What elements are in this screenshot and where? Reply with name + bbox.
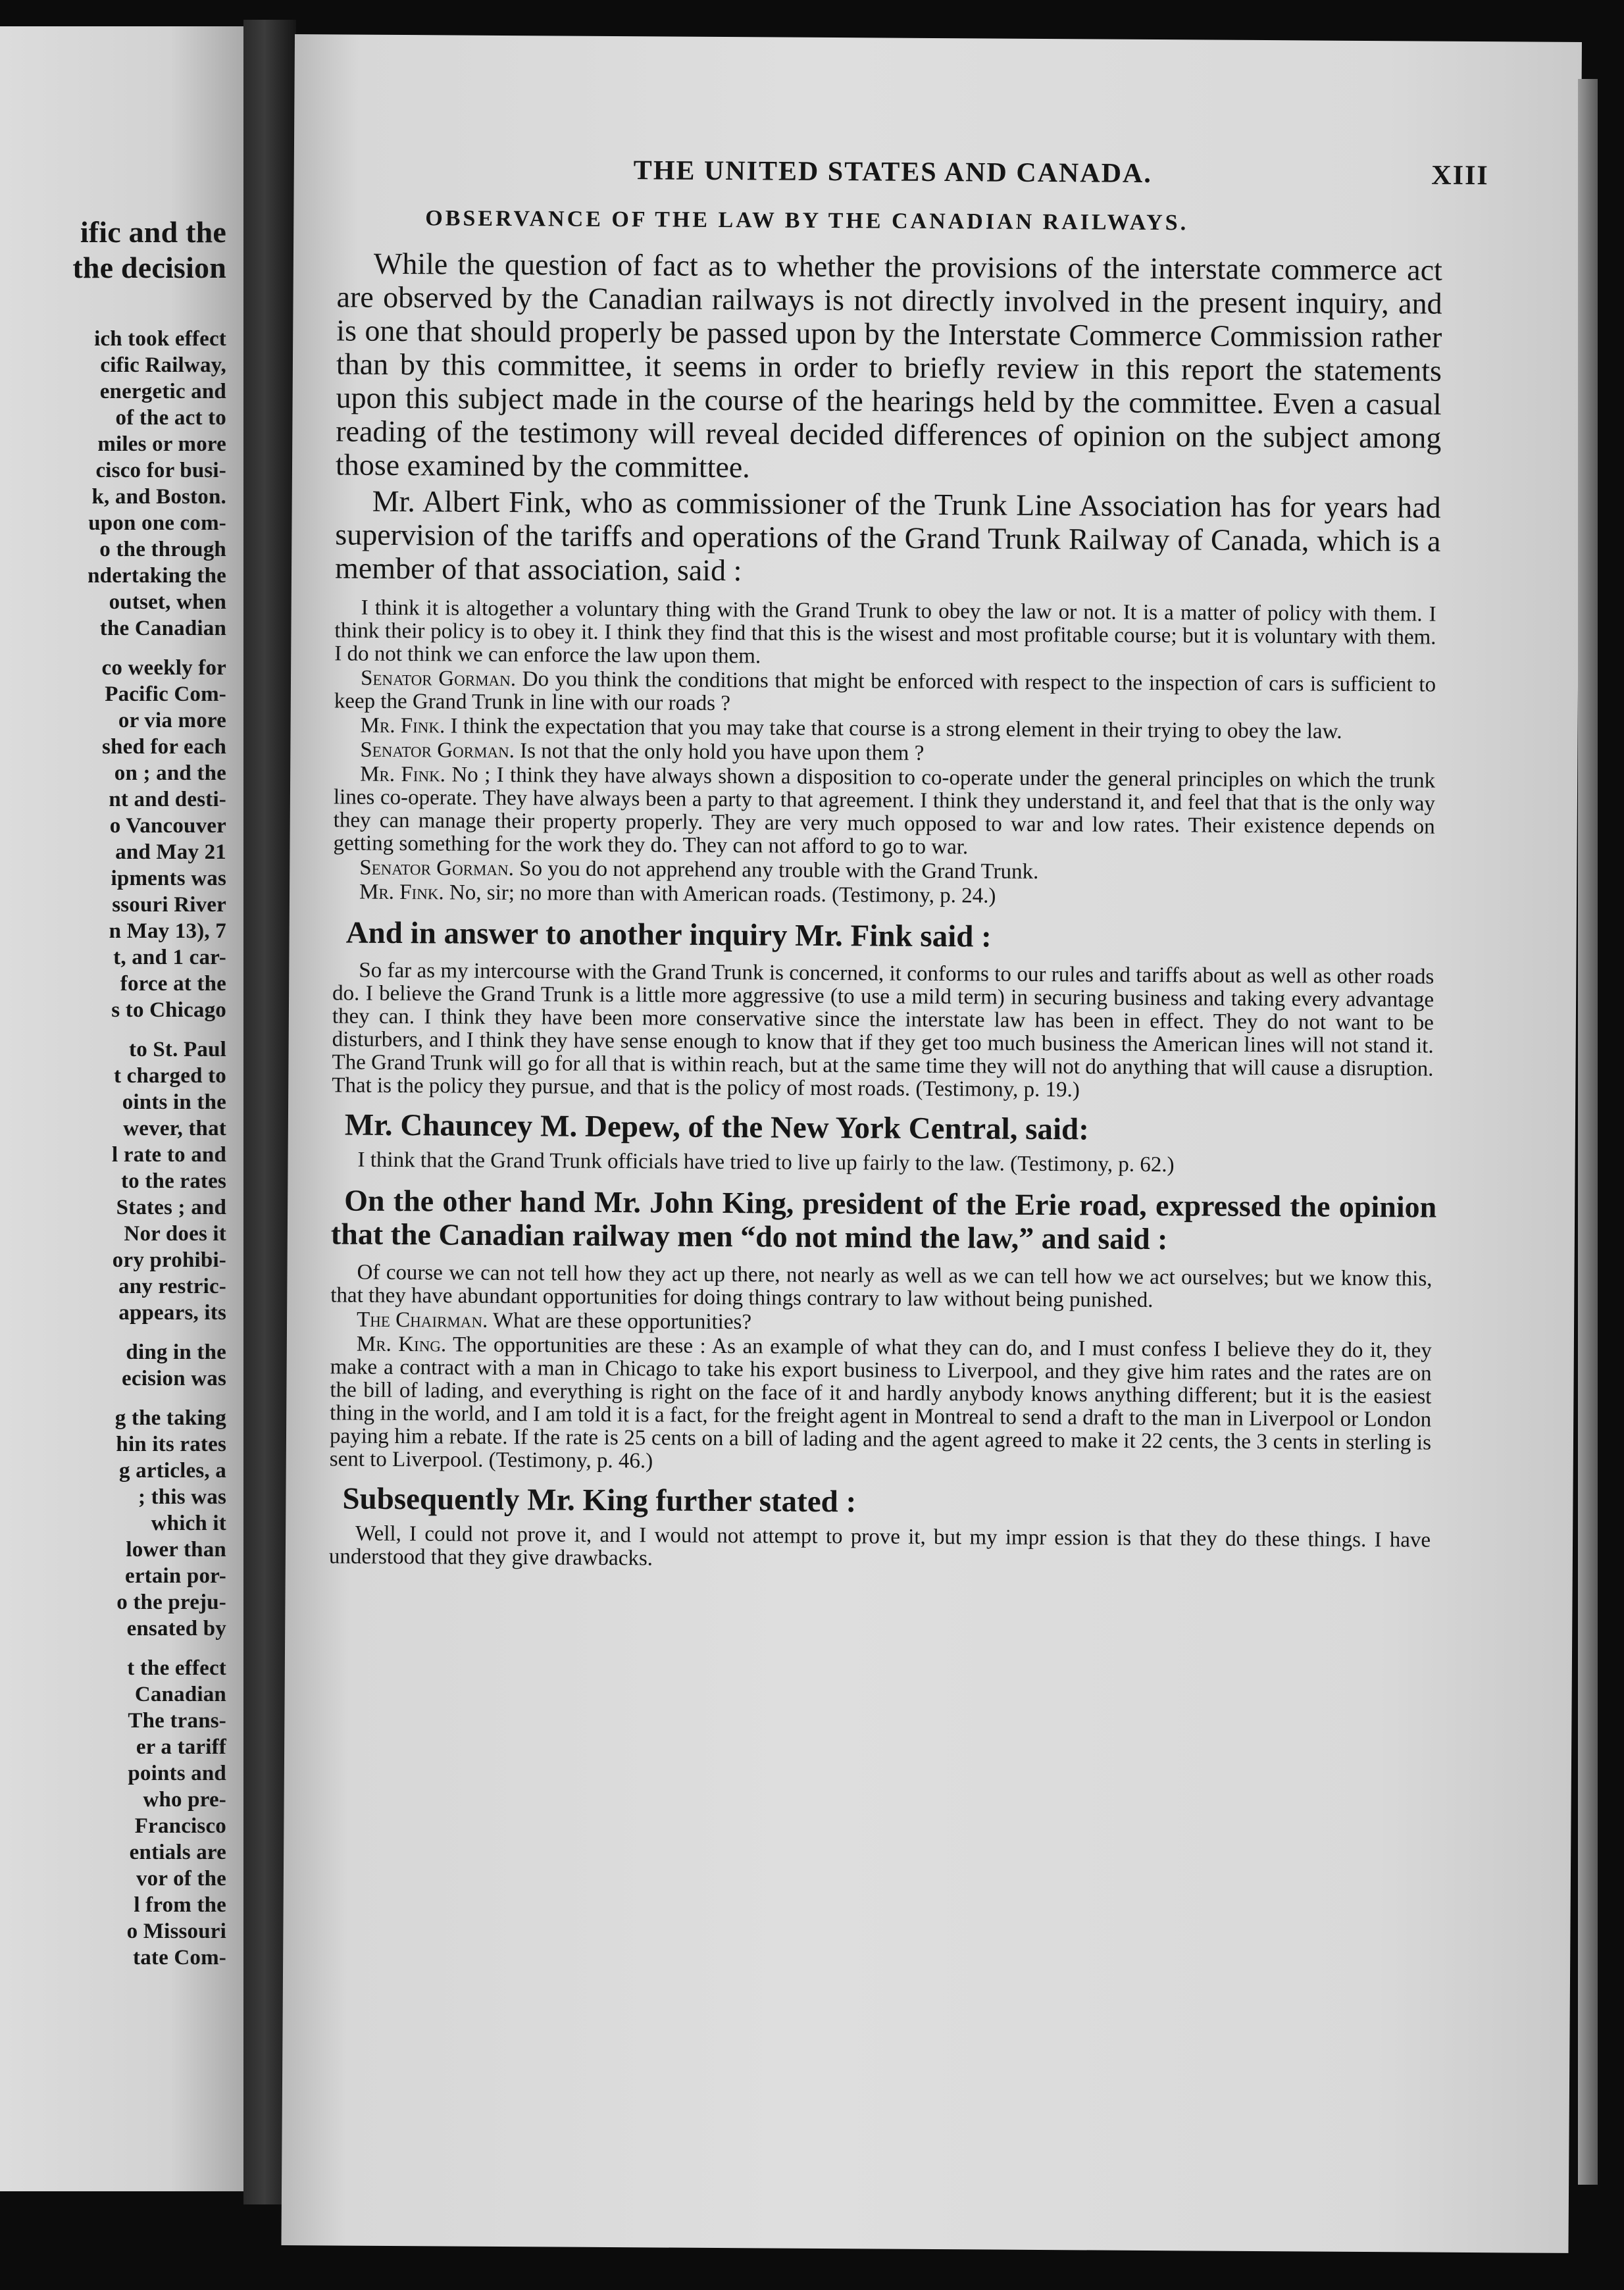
left-column-line: of the act to: [115, 406, 226, 430]
quote-paragraph: So far as my intercourse with the Grand Trunk is concerned, it conforms to our rules and tariffs about as well as other roads do. I believe the Grand Trunk is a little more aggressive (to use a mild term) in securing business and taking every advantage they can. I think they have been more conservative since the interstate law has been in effect. They do not want to be disturbers, and I think they have sense enough to know that if they get too much business the American lines will not stand it. The Grand Trunk will go for all that is within reach, but at the same time they will not do anything that will cause a disruption. That is the policy they pursue, and that is the policy of most roads. (Testimony, p. 19.): [332, 958, 1434, 1102]
quote-text: The opportunities are these : As an example of what they can do, and I must confess I believe they do it, they make a contract with a man in Chicago to take his export business to Liverpool, and they give him rates and the rates are on the bill of lading, and everything is right on the face of it and hardly anybody knows anything different; but it is the easiest thing in the world, and I am told it is a fact, for the freight agent in Montreal to send a draft to the man in Liverpool or London paying him a rebate. If the rate is 25 cents on a bill of lading and the agent agreed to make it 22 cents, the 3 cents in sterling is sent to Liverpool. (Testimony, p. 46.): [329, 1333, 1432, 1473]
left-column-line: s to Chicago: [111, 998, 226, 1022]
left-column-line: ndertaking the: [88, 564, 226, 588]
left-column-line: hin its rates: [116, 1433, 226, 1456]
left-column-line: ipments was: [111, 867, 226, 890]
left-column-line: o Missouri: [126, 1920, 226, 1943]
left-column-line: ding in the: [126, 1340, 226, 1364]
left-column-line: vor of the: [136, 1867, 226, 1891]
left-column-line: ; this was: [138, 1485, 226, 1509]
left-column-line: cific Railway,: [100, 353, 226, 377]
left-column-line: Francisco: [134, 1814, 226, 1838]
section-title: OBSERVANCE OF THE LAW BY THE CANADIAN RAILWAYS.: [425, 206, 1189, 236]
quote-paragraph: I think that the Grand Trunk officials have tried to live up fairly to the law. (Testimony, p. 62.): [357, 1148, 1175, 1177]
quote-paragraph: [330, 1333, 1432, 1477]
left-column-line: lower than: [126, 1538, 226, 1562]
left-column-line: k, and Boston.: [91, 485, 226, 509]
left-column-line: oints in the: [122, 1090, 226, 1114]
left-column-line: ssouri River: [112, 893, 226, 917]
left-column-line: any restric-: [118, 1275, 226, 1298]
speaker-name: Senator Gorman.: [360, 738, 515, 763]
speaker-name: Mr. Fink.: [360, 713, 445, 738]
left-column-line: and May 21: [115, 840, 226, 864]
quote-paragraph: Well, I could not prove it, and I would not attempt to prove it, but my impr ession is that they do these things. I have understood that they give drawbacks.: [328, 1521, 1431, 1571]
left-column-line: Nor does it: [124, 1222, 226, 1246]
left-column-line: o the preju-: [116, 1590, 226, 1614]
page: [281, 34, 1581, 2253]
running-head: [338, 153, 1489, 199]
quote-text: So you do not apprehend any trouble with the Grand Trunk.: [519, 857, 1039, 884]
left-column-line: to St. Paul: [129, 1038, 226, 1061]
speaker-name: Mr. Fink.: [359, 880, 444, 905]
paragraph: On the other hand Mr. John King, president of the Erie road, expressed the opinion that the Canadian railway men “do not mind the law,” and said :: [330, 1183, 1437, 1256]
left-column-line: to the rates: [120, 1169, 226, 1193]
left-column-line: entials are: [129, 1841, 226, 1864]
quote-paragraph: [333, 763, 1435, 861]
left-column-line: l rate to and: [112, 1143, 226, 1167]
paragraph: Mr. Albert Fink, who as commissioner of the Trunk Line Association has for years had supervision of the tariffs and operations of the Grand Trunk Railway of Canada, which is a member of that association, said :: [334, 484, 1441, 588]
quote-text: I think the expectation that you may take that course is a strong element in their trying to obey the law.: [450, 714, 1342, 744]
left-column-line: shed for each: [102, 735, 226, 759]
left-column-line: Pacific Com-: [105, 682, 226, 706]
left-column-line: miles or more: [97, 432, 226, 456]
speaker-name: Mr. Fink.: [360, 762, 446, 787]
left-column-line: ory prohibi-: [112, 1248, 226, 1272]
left-column-line: o Vancouver: [109, 814, 226, 838]
quote-paragraph: [333, 880, 1434, 910]
lead-in: And in answer to another inquiry Mr. Fink said :: [345, 915, 992, 954]
quote-paragraph: [334, 667, 1436, 719]
left-column-line: or via more: [118, 709, 226, 732]
quote-text: Is not that the only hold you have upon them ?: [520, 739, 925, 765]
left-column-line: upon one com-: [88, 511, 226, 535]
left-column-line: the Canadian: [99, 617, 226, 640]
left-column-line: g articles, a: [119, 1459, 226, 1483]
left-column-line: who pre-: [143, 1788, 226, 1812]
speaker-name: Senator Gorman.: [359, 855, 515, 881]
speaker-name: The Chairman.: [356, 1308, 488, 1333]
left-column-line: er a tariff: [136, 1735, 226, 1759]
left-column-line: ensated by: [126, 1617, 226, 1641]
left-column-line: g the taking: [114, 1406, 226, 1430]
page-number: XIII: [1431, 160, 1489, 191]
quote-text: No ; I think they have always shown a disposition to co-operate under the general principles on which the trunk lines co-operate. They have always been a party to that agreement. I think they understand it, and feel that that is the only way they can manage their property properly. They are very much opposed to war and low rates. Their existence depends on getting something for the work they do. They can not afford to go to war.: [333, 763, 1436, 859]
lead-in: Subsequently Mr. King further stated :: [342, 1481, 857, 1519]
quote-text: What are these opportunities?: [492, 1308, 752, 1335]
left-column-line: The trans-: [128, 1709, 226, 1733]
quote-text: Do you think the conditions that might be enforced with respect to the inspection of cars is sufficient to keep the Grand Trunk in line with our roads ?: [334, 667, 1436, 716]
left-column-line: n May 13), 7: [109, 919, 226, 943]
left-column-line: which it: [151, 1512, 226, 1535]
speaker-name: Senator Gorman.: [360, 666, 517, 692]
page-edge: [1578, 79, 1598, 2185]
quote-paragraph: I think it is altogether a voluntary thing with the Grand Trunk to obey the law or not. It is a matter of policy with them. I think their policy is to obey it. I think they find that this is the wisest and most profitable course; but it is voluntary with them. I do not think we can enforce the law upon them.: [334, 596, 1436, 669]
quote-text: No, sir; no more than with American roads. (Testimony, p. 24.): [449, 880, 996, 908]
left-column-line: ich took effect: [94, 327, 226, 351]
left-column-line: appears, its: [118, 1301, 226, 1325]
left-column-line: o the through: [99, 538, 226, 561]
left-column-line: points and: [128, 1762, 226, 1785]
speaker-name: Mr. King.: [356, 1332, 447, 1357]
left-column-line: tate Com-: [133, 1946, 226, 1970]
left-column-line: wever, that: [123, 1117, 226, 1140]
left-column-line: force at the: [120, 972, 226, 996]
left-heading-line: ific and the: [80, 215, 226, 249]
left-column-line: ertain por-: [124, 1564, 226, 1588]
body-text: [329, 246, 1442, 1576]
left-column-line: t charged to: [113, 1064, 226, 1088]
left-facing-page: [0, 26, 243, 2191]
left-column-line: t, and 1 car-: [113, 946, 226, 969]
running-head-title: THE UNITED STATES AND CANADA.: [633, 155, 1152, 189]
left-column-line: l from the: [134, 1893, 226, 1917]
left-column-line: States ; and: [116, 1196, 226, 1219]
lead-in: Mr. Chauncey M. Depew, of the New York Central, said:: [344, 1107, 1089, 1147]
testimony-block: [333, 596, 1440, 910]
left-column-line: t the effect: [127, 1656, 226, 1680]
left-column-line: co weekly for: [101, 656, 226, 680]
left-column-line: energetic and: [99, 380, 226, 403]
left-column-line: nt and desti-: [109, 788, 226, 811]
left-column-line: outset, when: [109, 590, 226, 614]
left-column-line: Canadian: [134, 1683, 226, 1706]
testimony-block: [330, 1261, 1436, 1477]
left-column-line: on ; and the: [114, 761, 226, 785]
left-heading-line: the decision: [72, 251, 226, 284]
left-column-line: cisco for busi-: [95, 459, 226, 482]
paragraph: While the question of fact as to whether the provisions of the interstate commerce act are observed by the Canadian railways is not directly involved in the present inquiry, and is one that should properly be passed upon by the Interstate Commerce Commission rather than by this committee, it seems in order to briefly review in this report the statements upon this subject made in the course of the hearings held by the committee. Even a casual reading of the testimony will reveal decided differences of opinion on the subject among those examined by the committee.: [335, 246, 1443, 484]
left-column-line: ecision was: [122, 1367, 226, 1390]
quote-paragraph: Of course we can not tell how they act up there, not nearly as well as we can tell how we act ourselves; but we know this, that they have abundant opportunities for doing things contrary to law without being punished.: [330, 1260, 1433, 1313]
